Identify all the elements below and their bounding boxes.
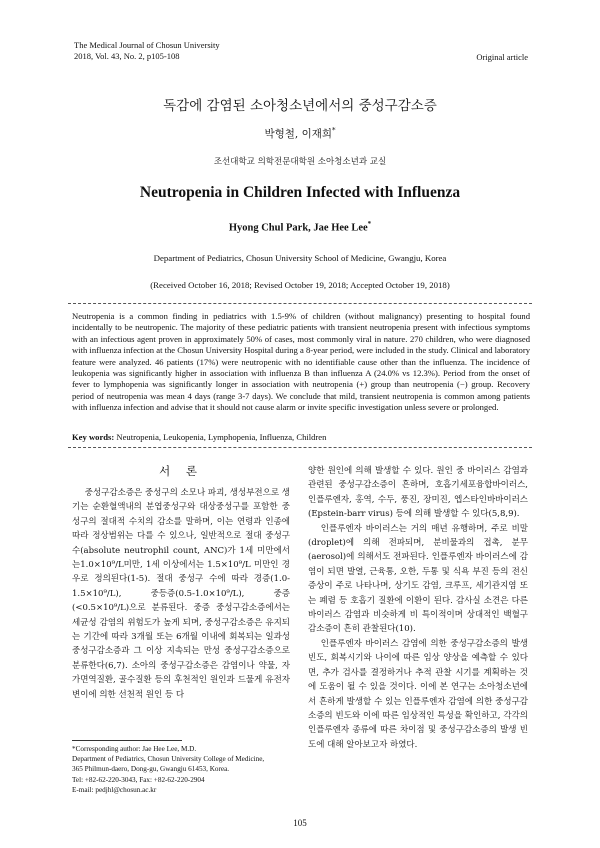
abstract-text: Neutropenia is a common finding in pediatrics with 1.5-9% of children (without malignancy) presenting to hospital found incidentally to be neutropenic. The majority of these pediatric patients with transient neutropenia present with infectious symptoms with an infectious agent proven in approximately 50% of cases, most commonly viral in nature. 270 children, who were diagnosed with influenza infection at the Chosun University Hospital during a 8-year period, were included in the study. Clinical and laboratory feature were analyzed. 46 patients (17%) were neutropenic with no identifiable cause other than the influenza. The incidence of leukopenia was significantly higher in association with influenza B than influenza A (24.0% vs 12.3%). Period from the onset of fever to lymphopenia was significantly longer in association with neutropenia (+) group than neutropenia (−) group. Recovery period of neutropenia was mean 4 days (range 3-7 days). We conclude that mild, transient neutropenia is common among patients with influenza infection and advise that it should not cause alarm or invite specific investigation unless severe or prolonged. (72, 311, 530, 413)
english-title: Neutropenia in Children Infected with Influenza (139, 184, 461, 201)
english-affiliation: Department of Pediatrics, Chosun University School of Medicine, Gwangju, Korea (153, 253, 447, 263)
journal-volume: 2018, Vol. 43, No. 2, p105-108 (74, 51, 180, 61)
received-dates: (Received October 16, 2018; Revised October 19, 2018; Accepted October 19, 2018) (150, 280, 450, 290)
article-type: Original article (476, 52, 528, 62)
paragraph: 중성구감소증은 중성구의 소모나 파괴, 생성부전으로 생기는 순환혈액내의 분엽중성구와 대상중성구를 포함한 중성구의 절대적 수치의 감소를 말하며, 이는 연령과 인종에 따라 정상범위는 다를 수 있으나, 일반적으로 절대 중성구 수(absolute neutrophil count, ANC)가 1세 미만에서는1.0×10⁹/L미만, 1세 이상에서는 1.5×10⁹/L 미만인 경우로 정의된다(1-5). 절대 중성구 수에 따라 경증(1.0-1.5×10⁹/L), 중등증(0.5-1.0×10⁹/L), 중증(<0.5×10⁹/L)으로 분류된다. 중증 중성구감소증에서는 세균성 감염의 위험도가 높게 되며, 중성구감소증은 유지되는 기간에 따라 3개월 또는 6개월 이내에 회복되는 일과성 중성구감소증과 그 이상 지속되는 만성 중성구감소증으로 분류한다(6,7). 소아의 중성구감소증은 감염이나 약물, 자가면역질환, 골수질환 등의 후천적인 원인과 드물게 유전자 변이에 의한 선천적 원인 등 다 (72, 488, 290, 700)
journal-name: The Medical Journal of Chosun University (74, 40, 220, 50)
footnote-rule (72, 740, 182, 741)
korean-affiliation: 조선대학교 의학전문대학원 소아청소년과 교실 (213, 157, 387, 167)
abstract-bottom-divider (68, 447, 532, 448)
section-heading-introduction: 서 론 (159, 464, 203, 478)
right-column (308, 464, 528, 752)
abstract-top-divider (68, 303, 532, 304)
keywords: Key words: Neutropenia, Leukopenia, Lymphopenia, Influenza, Children (72, 432, 327, 442)
page-number: 105 (293, 818, 307, 828)
korean-authors: 박형철, 이재희* (264, 126, 336, 140)
paragraph: 인플루엔자 바이러스는 거의 매년 유행하며, 주로 비말(droplet)에 의해 전파되며, 분비물과의 접촉, 분무(aerosol)에 의해서도 전파된다. 인플루엔자 바이러스에 감염이 되면 발열, 근육통, 오한, 두통 및 식욕 부진 등의 전신 증상이 주로 나타나며, 상기도 감염, 크루프, 세기관지염 또는 폐렴 등 호흡기 질환에 이환이 된다. 감사실 소견은 다른 바이러스 감염과 비슷하게 비 특이적이며 상대적인 백혈구감소증이 흔히 관찰된다(10). (308, 523, 528, 635)
journal-citation (74, 40, 220, 62)
left-column (72, 486, 290, 702)
korean-title: 독감에 감염된 소아청소년에서의 중성구감소증 (163, 98, 437, 114)
corresponding-author-footnote: *Corresponding author: Jae Hee Lee, M.D. Department of Pediatrics, Chosun University College of Medicine, 365 Philmun-daero, Dong-gu, Gwangju 61453, Korea. Tel: +82-62-220-3043, Fax: +82-62-220-2904 E-mail: pedjhl@chosun.ac.kr (72, 745, 265, 794)
paragraph: 인플루엔자 바이러스 감염에 의한 중성구감소증의 발생 빈도, 회복시기와 나이에 따른 임상 양상을 예측할 수 있다면, 추가 검사를 결정하거나 추적 관찰 시기를 계획하는 것에 도움이 될 수 있을 것이다. 이에 본 연구는 소아청소년에서 흔하게 발생할 수 있는 인플루엔자 감염에 의한 중성구감소증의 빈도와 이에 따른 임상적인 특성을 확인하고, 각각의 인플루엔자 종류에 따른 차이점 및 중성구감소증의 발생 빈도에 대해 알아보고자 하였다. (308, 638, 528, 750)
paragraph: 양한 원인에 의해 발생할 수 있다. 원인 중 바이러스 감염과 관련된 중성구감소증이 흔하며, 호흡기세포융합바이러스, 인플루엔자, 홍역, 수두, 풍진, 장미진, 엡스타인바바이러스(Epstein-barr virus) 등에 의해 발생할 수 있다(5,8,9). (308, 466, 528, 520)
english-authors: Hyong Chul Park, Jae Hee Lee* (228, 220, 372, 234)
